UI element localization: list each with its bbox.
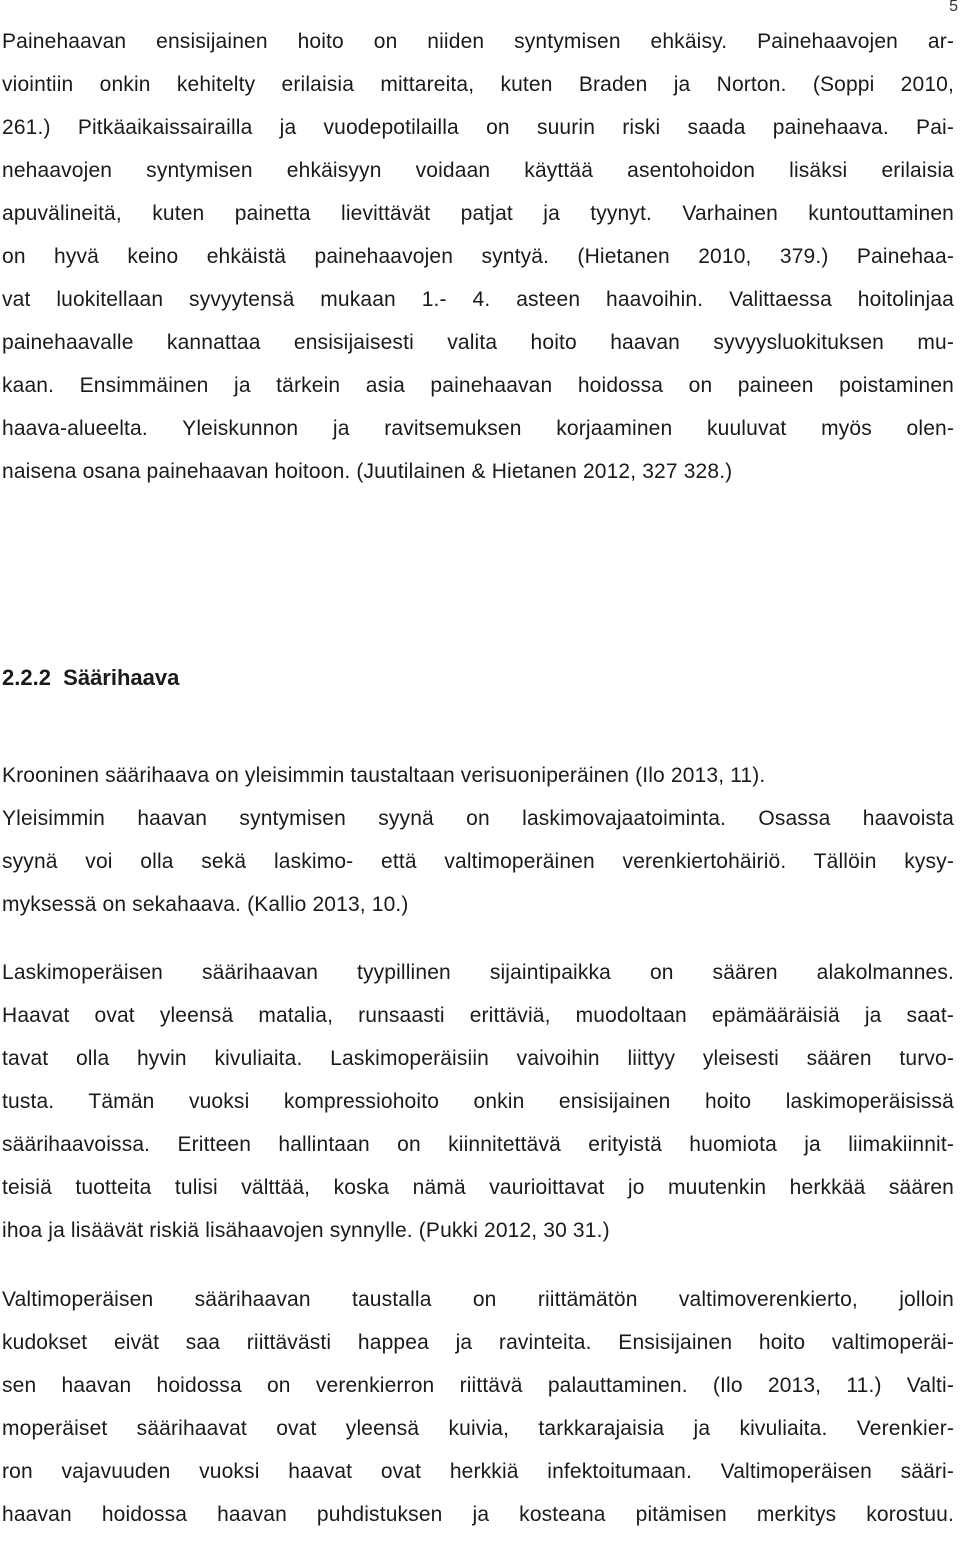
text-line: apuvälineitä, kuten painetta lievittävät patjat ja tyynyt. Varhainen kuntouttaminen	[2, 202, 954, 225]
text-line: ihoa ja lisäävät riskiä lisähaavojen synnylle. (Pukki 2012, 30 31.)	[2, 1219, 610, 1242]
text-line: sen haavan hoidossa on verenkierron riittävä palauttaminen. (Ilo 2013, 11.) Valti-	[2, 1374, 954, 1397]
text-line: Yleisimmin haavan syntymisen syynä on laskimovajaatoiminta. Osassa haavoista	[2, 807, 954, 830]
text-line: kudokset eivät saa riittävästi happea ja ravinteita. Ensisijainen hoito valtimoperäi-	[2, 1331, 954, 1354]
text-line: kaan. Ensimmäinen ja tärkein asia painehaavan hoidossa on paineen poistaminen	[2, 374, 954, 397]
page-number: 5	[949, 0, 958, 15]
text-line: syynä voi olla sekä laskimo- että valtimoperäinen verenkiertohäiriö. Tällöin kysy-	[2, 850, 954, 873]
text-line: tusta. Tämän vuoksi kompressiohoito onkin ensisijainen hoito laskimoperäisissä	[2, 1090, 954, 1113]
text-line: Valtimoperäisen säärihaavan taustalla on riittämätön valtimoverenkierto, jolloin	[2, 1288, 954, 1311]
text-line: Painehaavan ensisijainen hoito on niiden syntymisen ehkäisy. Painehaavojen ar-	[2, 30, 954, 53]
text-line: haavan hoidossa haavan puhdistuksen ja kosteana pitämisen merkitys korostuu.	[2, 1503, 954, 1526]
section-heading: 2.2.2 Säärihaava	[2, 665, 180, 690]
text-line: 261.) Pitkäaikaissairailla ja vuodepotilailla on suurin riski saada painehaava. Pai-	[2, 116, 954, 139]
text-line: vat luokitellaan syvyytensä mukaan 1.- 4. asteen haavoihin. Valittaessa hoitolinjaa	[2, 288, 954, 311]
text-line: moperäiset säärihaavat ovat yleensä kuivia, tarkkarajaisia ja kivuliaita. Verenkier-	[2, 1417, 954, 1440]
text-line: painehaavalle kannattaa ensisijaisesti valita hoito haavan syvyysluokituksen mu-	[2, 331, 954, 354]
text-line: nehaavojen syntymisen ehkäisyyn voidaan käyttää asentohoidon lisäksi erilaisia	[2, 159, 954, 182]
text-line: on hyvä keino ehkäistä painehaavojen syntyä. (Hietanen 2010, 379.) Painehaa-	[2, 245, 954, 268]
text-line: haava-alueelta. Yleiskunnon ja ravitsemuksen korjaaminen kuuluvat myös olen-	[2, 417, 954, 440]
text-line: Laskimoperäisen säärihaavan tyypillinen sijaintipaikka on säären alakolmannes.	[2, 961, 954, 984]
text-line: Haavat ovat yleensä matalia, runsaasti erittäviä, muodoltaan epämääräisiä ja saat-	[2, 1004, 954, 1027]
text-line: Krooninen säärihaava on yleisimmin taustaltaan verisuoniperäinen (Ilo 2013, 11).	[2, 764, 766, 787]
text-line: ron vajavuuden vuoksi haavat ovat herkkiä infektoitumaan. Valtimoperäisen sääri-	[2, 1460, 954, 1483]
text-line: myksessä on sekahaava. (Kallio 2013, 10.)	[2, 893, 409, 916]
text-line: tavat olla hyvin kivuliaita. Laskimoperäisiin vaivoihin liittyy yleisesti säären turvo-	[2, 1047, 954, 1070]
text-line: säärihaavoissa. Eritteen hallintaan on kiinnitettävä erityistä huomiota ja liimakiinnit-	[2, 1133, 954, 1156]
text-line: teisiä tuotteita tulisi välttää, koska nämä vaurioittavat jo muutenkin herkkää säären	[2, 1176, 954, 1199]
text-line: naisena osana painehaavan hoitoon. (Juutilainen & Hietanen 2012, 327 328.)	[2, 460, 733, 483]
text-line: viointiin onkin kehitelty erilaisia mittareita, kuten Braden ja Norton. (Soppi 2010,	[2, 73, 954, 96]
